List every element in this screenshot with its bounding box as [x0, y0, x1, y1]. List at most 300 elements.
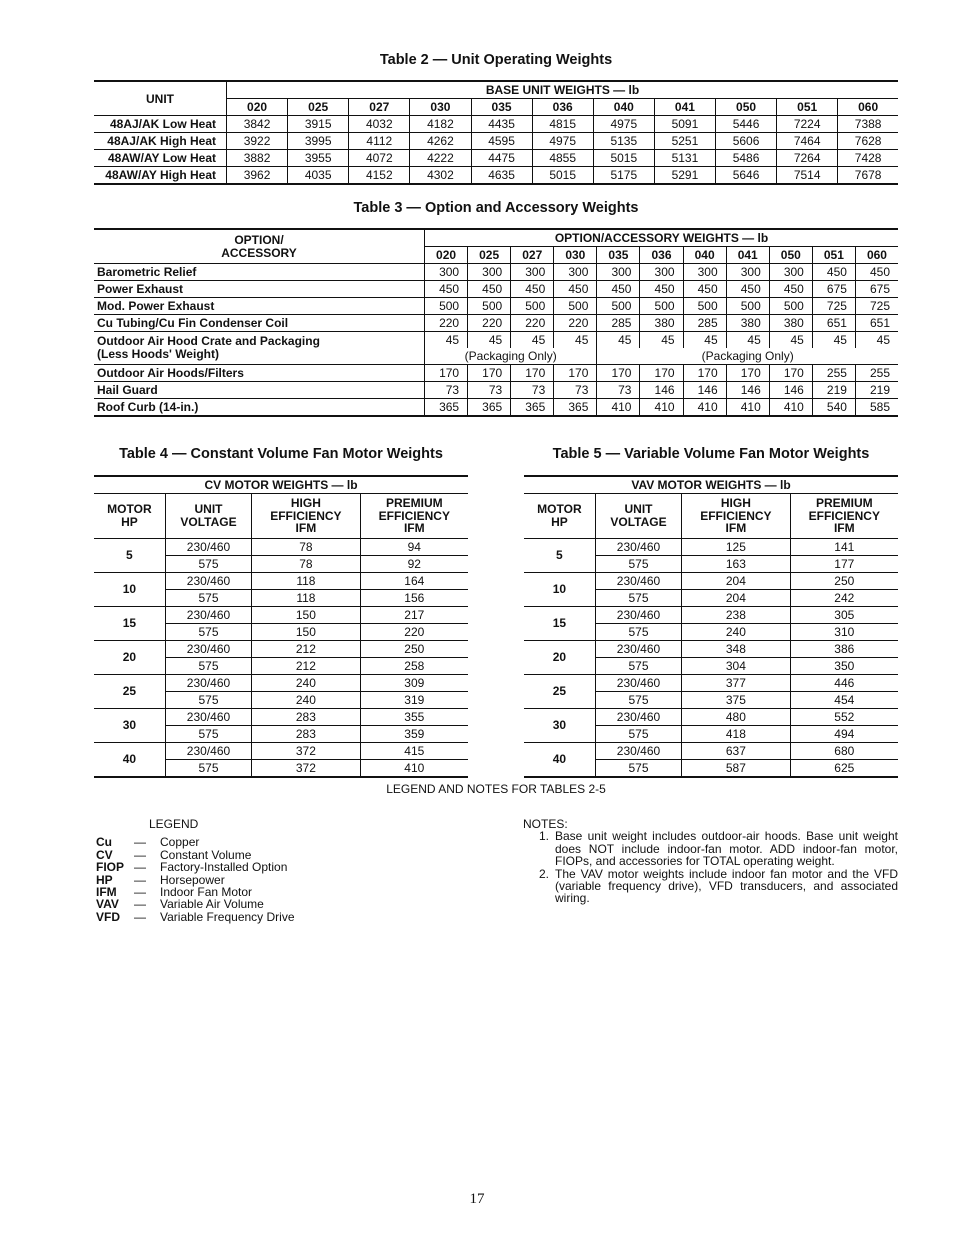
weight-cell: 5015 — [532, 167, 593, 185]
high-efficiency-cell: 204 — [682, 589, 790, 606]
weight-cell: 4035 — [288, 167, 349, 185]
high-efficiency-cell: 283 — [252, 708, 360, 725]
table-row — [94, 365, 898, 382]
header-line: HP — [121, 514, 138, 529]
high-efficiency-cell: 78 — [252, 538, 360, 555]
column-header-row — [524, 494, 898, 539]
weight-cell: 7628 — [838, 133, 898, 150]
weight-cell: 73 — [597, 382, 640, 399]
premium-efficiency-cell: 625 — [790, 759, 898, 777]
weight-cell: 365 — [511, 399, 554, 417]
weight-cell: 45 — [726, 332, 769, 349]
weight-cell: 4032 — [349, 116, 410, 133]
voltage-cell: 575 — [595, 623, 681, 640]
weight-cell: 450 — [726, 281, 769, 298]
voltage-cell: 230/460 — [595, 674, 681, 691]
weight-cell: 3922 — [227, 133, 288, 150]
premium-efficiency-cell: 220 — [360, 623, 468, 640]
notes-title: NOTES: — [523, 817, 568, 831]
row-label: 48AJ/AK High Heat — [94, 133, 227, 150]
legend-dash: — — [134, 847, 146, 862]
table-row — [94, 538, 468, 555]
weight-cell: 300 — [726, 264, 769, 281]
premium-efficiency-cell: 494 — [790, 725, 898, 742]
row-label: Hail Guard — [94, 382, 425, 399]
premium-efficiency-cell: 350 — [790, 657, 898, 674]
weight-cell: 7224 — [777, 116, 838, 133]
table-row — [94, 606, 468, 623]
weight-cell: 300 — [554, 264, 597, 281]
weight-cell: 220 — [511, 315, 554, 332]
table-row — [94, 742, 468, 759]
weight-cell: 7388 — [838, 116, 898, 133]
legend-item — [96, 836, 295, 848]
legend-item — [96, 898, 295, 910]
weight-cell: 365 — [554, 399, 597, 417]
high-efficiency-cell: 78 — [252, 555, 360, 572]
note-item — [523, 830, 898, 867]
premium-efficiency-cell: 242 — [790, 589, 898, 606]
table-row — [524, 640, 898, 657]
group-header: BASE UNIT WEIGHTS — lb — [227, 81, 899, 99]
table-row — [94, 167, 898, 185]
header-row — [94, 81, 898, 99]
legend-abbr: FIOP — [96, 860, 125, 875]
notes — [523, 818, 898, 905]
weight-cell: 410 — [597, 399, 640, 417]
header-line: UNIT — [624, 502, 653, 517]
header-line: EFFICIENCY — [270, 508, 342, 523]
premium-efficiency-cell: 446 — [790, 674, 898, 691]
high-efficiency-cell: 637 — [682, 742, 790, 759]
weight-cell: 300 — [597, 264, 640, 281]
header-line: IFM — [403, 521, 425, 535]
weight-cell: 5135 — [593, 133, 654, 150]
voltage-cell: 575 — [595, 657, 681, 674]
header-line: VOLTAGE — [180, 514, 237, 529]
weight-cell: 146 — [640, 382, 683, 399]
header-line: IFM — [833, 521, 855, 535]
weight-cell: 45 — [425, 332, 468, 349]
weight-cell: 410 — [683, 399, 726, 417]
high-header — [682, 494, 790, 539]
weight-cell: 4595 — [471, 133, 532, 150]
high-efficiency-cell: 212 — [252, 657, 360, 674]
voltage-cell: 230/460 — [595, 572, 681, 589]
table-row — [94, 264, 898, 281]
voltage-cell: 230/460 — [595, 640, 681, 657]
weight-cell: 380 — [726, 315, 769, 332]
weight-cell: 220 — [425, 315, 468, 332]
weight-cell: 4112 — [349, 133, 410, 150]
header-line: HP — [551, 514, 568, 529]
weight-cell: 3955 — [288, 150, 349, 167]
weight-cell: 146 — [726, 382, 769, 399]
legend-dash: — — [134, 872, 146, 887]
legend-dash: — — [134, 835, 146, 850]
weight-cell: 285 — [683, 315, 726, 332]
group-header: OPTION/ACCESSORY WEIGHTS — lb — [425, 229, 899, 247]
row-label: Power Exhaust — [94, 281, 425, 298]
weight-cell: 255 — [812, 365, 855, 382]
weight-cell: 146 — [769, 382, 812, 399]
voltage-cell: 230/460 — [165, 640, 251, 657]
weight-cell: 4635 — [471, 167, 532, 185]
weight-cell: 170 — [511, 365, 554, 382]
weight-cell: 219 — [855, 382, 898, 399]
premium-efficiency-cell: 415 — [360, 742, 468, 759]
table-row — [94, 332, 898, 349]
weight-cell: 500 — [683, 298, 726, 315]
motor-hp-cell: 15 — [524, 606, 595, 640]
size-header: 020 — [227, 99, 288, 116]
weight-cell: 45 — [683, 332, 726, 349]
legend-text: Variable Air Volume — [160, 897, 264, 912]
voltage-cell: 230/460 — [165, 606, 251, 623]
high-efficiency-cell: 240 — [682, 623, 790, 640]
size-header: 041 — [726, 247, 769, 264]
size-header: 035 — [597, 247, 640, 264]
weight-cell: 7514 — [777, 167, 838, 185]
legend-abbr: VFD — [96, 909, 120, 924]
note-text: The VAV motor weights include indoor fan motor and the VFD (variable frequency drive), VFD transducers, and associated wiring. — [555, 866, 898, 906]
vav-motor-weights-table — [524, 475, 898, 778]
premium-efficiency-cell: 355 — [360, 708, 468, 725]
row-label: Roof Curb (14-in.) — [94, 399, 425, 417]
high-efficiency-cell: 348 — [682, 640, 790, 657]
premium-header — [360, 494, 468, 539]
table-3-title: Table 3 — Option and Accessory Weights — [353, 200, 639, 216]
weight-cell: 540 — [812, 399, 855, 417]
voltage-cell: 230/460 — [595, 538, 681, 555]
table-row — [524, 606, 898, 623]
high-efficiency-cell: 372 — [252, 759, 360, 777]
weight-cell: 5175 — [593, 167, 654, 185]
weight-cell: 170 — [683, 365, 726, 382]
weight-cell: 300 — [769, 264, 812, 281]
header-line: OPTION/ — [234, 232, 284, 247]
table-row — [94, 640, 468, 657]
weight-cell: 45 — [468, 332, 511, 349]
row-label: Barometric Relief — [94, 264, 425, 281]
weight-cell: 7678 — [854, 168, 882, 182]
legend-caption: LEGEND AND NOTES FOR TABLES 2-5 — [386, 782, 606, 796]
high-efficiency-cell: 163 — [682, 555, 790, 572]
weight-cell: 365 — [468, 399, 511, 417]
row-label: 48AJ/AK Low Heat — [94, 116, 227, 133]
legend-text: Indoor Fan Motor — [160, 885, 253, 900]
table-row — [94, 133, 898, 150]
table-row — [94, 116, 898, 133]
voltage-cell: 575 — [165, 691, 251, 708]
weight-cell: 5486 — [716, 150, 777, 167]
option-header — [94, 229, 425, 264]
voltage-cell: 230/460 — [165, 674, 251, 691]
weight-cell: 450 — [597, 281, 640, 298]
header-line: HIGH — [290, 496, 321, 510]
legend-text: Variable Frequency Drive — [160, 909, 295, 924]
voltage-cell: 575 — [165, 623, 251, 640]
header-row — [94, 229, 898, 247]
weight-cell: 651 — [855, 315, 898, 332]
weight-cell: 45 — [876, 333, 890, 347]
weight-cell: 4222 — [410, 150, 471, 167]
legend-abbr: HP — [96, 872, 113, 887]
table-row — [524, 742, 898, 759]
header-line: PREMIUM — [385, 496, 443, 510]
weight-cell: 380 — [640, 315, 683, 332]
motor-header — [524, 494, 595, 539]
high-efficiency-cell: 587 — [682, 759, 790, 777]
premium-efficiency-cell: 92 — [360, 555, 468, 572]
weight-cell: 300 — [683, 264, 726, 281]
weight-cell: 675 — [855, 281, 898, 298]
weight-cell: 4975 — [593, 116, 654, 133]
weight-cell: 45 — [640, 332, 683, 349]
weight-cell: 4475 — [471, 150, 532, 167]
weight-cell: 725 — [855, 298, 898, 315]
weight-cell: 300 — [511, 264, 554, 281]
note-item — [523, 868, 898, 905]
table-row — [94, 674, 468, 691]
voltage-cell: 230/460 — [165, 708, 251, 725]
unit-operating-weights-table — [94, 80, 898, 185]
row-label — [94, 332, 425, 365]
row-label: Cu Tubing/Cu Fin Condenser Coil — [94, 315, 425, 332]
header-line: MOTOR — [107, 502, 152, 517]
premium-efficiency-cell: 680 — [790, 742, 898, 759]
weight-cell: 45 — [554, 332, 597, 349]
table-4-title: Table 4 — Constant Volume Fan Motor Weights — [119, 446, 443, 462]
weight-cell: 219 — [812, 382, 855, 399]
legend-abbr: CV — [96, 847, 113, 862]
header-row — [94, 476, 468, 494]
weight-cell: 450 — [855, 264, 898, 281]
premium-efficiency-cell: 386 — [790, 640, 898, 657]
weight-cell: 450 — [425, 281, 468, 298]
header-line: EFFICIENCY — [808, 508, 880, 523]
weight-cell: 450 — [683, 281, 726, 298]
weight-cell: 5015 — [593, 150, 654, 167]
weight-cell: 5606 — [716, 133, 777, 150]
table-2-title: Table 2 — Unit Operating Weights — [379, 52, 613, 68]
size-header: 050 — [716, 99, 777, 116]
motor-hp-cell: 30 — [94, 708, 165, 742]
weight-cell: 170 — [726, 365, 769, 382]
header-line: VOLTAGE — [610, 514, 667, 529]
high-efficiency-cell: 150 — [252, 606, 360, 623]
weight-cell: 45 — [597, 332, 640, 349]
group-header: VAV MOTOR WEIGHTS — lb — [524, 476, 898, 494]
weight-cell: 500 — [554, 298, 597, 315]
motor-hp-cell: 30 — [524, 708, 595, 742]
weight-cell: 7264 — [777, 150, 838, 167]
unit-header: UNIT — [94, 81, 227, 116]
premium-efficiency-cell: 310 — [790, 623, 898, 640]
legend-dash: — — [134, 860, 146, 875]
table-row — [94, 281, 898, 298]
size-header: 051 — [777, 99, 838, 116]
premium-efficiency-cell: 305 — [790, 606, 898, 623]
weight-cell: 410 — [769, 399, 812, 417]
weight-cell: 725 — [812, 298, 855, 315]
weight-cell: 500 — [640, 298, 683, 315]
high-efficiency-cell: 480 — [682, 708, 790, 725]
high-efficiency-cell: 304 — [682, 657, 790, 674]
weight-cell: 170 — [769, 365, 812, 382]
weight-cell: 450 — [640, 281, 683, 298]
weight-cell: 450 — [511, 281, 554, 298]
weight-cell: 500 — [468, 298, 511, 315]
weight-cell: 450 — [812, 264, 855, 281]
weight-cell: 170 — [425, 365, 468, 382]
table-row — [94, 382, 898, 399]
legend-text: Copper — [160, 835, 200, 850]
size-header: 025 — [288, 99, 349, 116]
legend-item — [96, 861, 295, 873]
weight-cell: 500 — [769, 298, 812, 315]
weight-cell: 45 — [511, 332, 554, 349]
legend-abbr: IFM — [96, 885, 117, 900]
row-label: Outdoor Air Hoods/Filters — [94, 365, 425, 382]
legend-text: Constant Volume — [160, 847, 252, 862]
weight-cell: 45 — [812, 332, 855, 349]
weight-cell: 410 — [640, 399, 683, 417]
weight-cell: 4302 — [410, 167, 471, 185]
header-line: HIGH — [720, 496, 751, 510]
voltage-cell: 575 — [595, 725, 681, 742]
weight-cell: 3842 — [227, 116, 288, 133]
weight-cell: 450 — [468, 281, 511, 298]
premium-efficiency-cell: 359 — [360, 725, 468, 742]
weight-cell: 5251 — [654, 133, 715, 150]
voltage-header — [165, 494, 251, 539]
high-efficiency-cell: 204 — [682, 572, 790, 589]
motor-hp-cell: 5 — [94, 538, 165, 572]
legend-dash: — — [134, 909, 146, 924]
size-header: 036 — [640, 247, 683, 264]
notes-items — [523, 830, 898, 904]
weight-cell: 45 — [769, 332, 812, 349]
weight-cell: 4815 — [532, 116, 593, 133]
voltage-cell: 575 — [595, 555, 681, 572]
weight-cell: 3995 — [288, 133, 349, 150]
legend-dash: — — [134, 885, 146, 900]
size-header: 041 — [654, 99, 715, 116]
legend-dash: — — [134, 897, 146, 912]
premium-efficiency-cell: 258 — [360, 657, 468, 674]
weight-cell: 220 — [554, 315, 597, 332]
weight-cell: 7428 — [838, 150, 898, 167]
motor-hp-cell: 25 — [94, 674, 165, 708]
premium-efficiency-cell: 94 — [360, 538, 468, 555]
weight-cell: 651 — [812, 315, 855, 332]
header-line: MOTOR — [537, 502, 582, 517]
weight-cell: 220 — [468, 315, 511, 332]
weight-cell: 4855 — [532, 150, 593, 167]
weight-cell: 3962 — [227, 167, 288, 185]
legend-text: Horsepower — [160, 872, 225, 887]
high-efficiency-cell: 372 — [252, 742, 360, 759]
weight-cell: 73 — [468, 382, 511, 399]
weight-cell: 4152 — [349, 167, 410, 185]
packaging-note: (Packaging Only) — [425, 348, 597, 365]
table-row — [524, 674, 898, 691]
size-header: 060 — [838, 99, 898, 116]
size-header: 030 — [554, 247, 597, 264]
table-row — [94, 150, 898, 167]
header-line: EFFICIENCY — [378, 508, 450, 523]
size-header: 020 — [425, 247, 468, 264]
size-header: 027 — [511, 247, 554, 264]
premium-efficiency-cell: 454 — [790, 691, 898, 708]
table-5-title: Table 5 — Variable Volume Fan Motor Weights — [552, 446, 870, 462]
premium-efficiency-cell: 552 — [790, 708, 898, 725]
note-text: Base unit weight includes outdoor-air hoods. Base unit weight does NOT include indoor-fan motor. ADD indoor-fan motor, FIOPs, and accessories for TOTAL operating weight. — [555, 829, 898, 869]
weight-cell: 5446 — [716, 116, 777, 133]
premium-efficiency-cell: 250 — [360, 640, 468, 657]
weight-cell: 300 — [425, 264, 468, 281]
motor-header — [94, 494, 165, 539]
high-efficiency-cell: 118 — [252, 589, 360, 606]
motor-hp-cell: 40 — [524, 742, 595, 777]
header-line: UNIT — [194, 502, 223, 517]
weight-cell: 73 — [554, 382, 597, 399]
page-number: 17 — [469, 1191, 485, 1207]
table-row — [524, 572, 898, 589]
option-accessory-weights-table — [94, 228, 898, 417]
label-line: (Less Hoods' Weight) — [97, 347, 219, 361]
header-row — [524, 476, 898, 494]
header-line: PREMIUM — [815, 496, 873, 510]
table-row — [94, 708, 468, 725]
row-label: 48AW/AY High Heat — [94, 167, 227, 185]
voltage-cell: 230/460 — [595, 606, 681, 623]
motor-hp-cell: 5 — [524, 538, 595, 572]
voltage-cell: 230/460 — [595, 742, 681, 759]
size-header: 035 — [471, 99, 532, 116]
header-line: IFM — [295, 521, 317, 535]
weight-cell: 585 — [869, 400, 890, 414]
header-line: IFM — [725, 521, 747, 535]
size-header: 030 — [410, 99, 471, 116]
legend-abbr: VAV — [96, 897, 119, 912]
voltage-cell: 575 — [165, 759, 251, 777]
voltage-cell: 230/460 — [595, 708, 681, 725]
motor-hp-cell: 10 — [94, 572, 165, 606]
size-header: 051 — [812, 247, 855, 264]
high-efficiency-cell: 418 — [682, 725, 790, 742]
weight-cell: 380 — [769, 315, 812, 332]
premium-header — [790, 494, 898, 539]
legend-items — [96, 836, 295, 923]
weight-cell: 4262 — [410, 133, 471, 150]
weight-cell: 5091 — [654, 116, 715, 133]
size-header: 050 — [769, 247, 812, 264]
table-row — [94, 399, 898, 417]
voltage-header — [595, 494, 681, 539]
weight-cell: 73 — [425, 382, 468, 399]
weight-cell: 410 — [726, 399, 769, 417]
premium-efficiency-cell: 217 — [360, 606, 468, 623]
weight-cell: 73 — [511, 382, 554, 399]
weight-cell: 675 — [812, 281, 855, 298]
voltage-cell: 575 — [165, 555, 251, 572]
weight-cell: 170 — [640, 365, 683, 382]
motor-hp-cell: 20 — [94, 640, 165, 674]
premium-efficiency-cell: 250 — [790, 572, 898, 589]
high-efficiency-cell: 240 — [252, 674, 360, 691]
